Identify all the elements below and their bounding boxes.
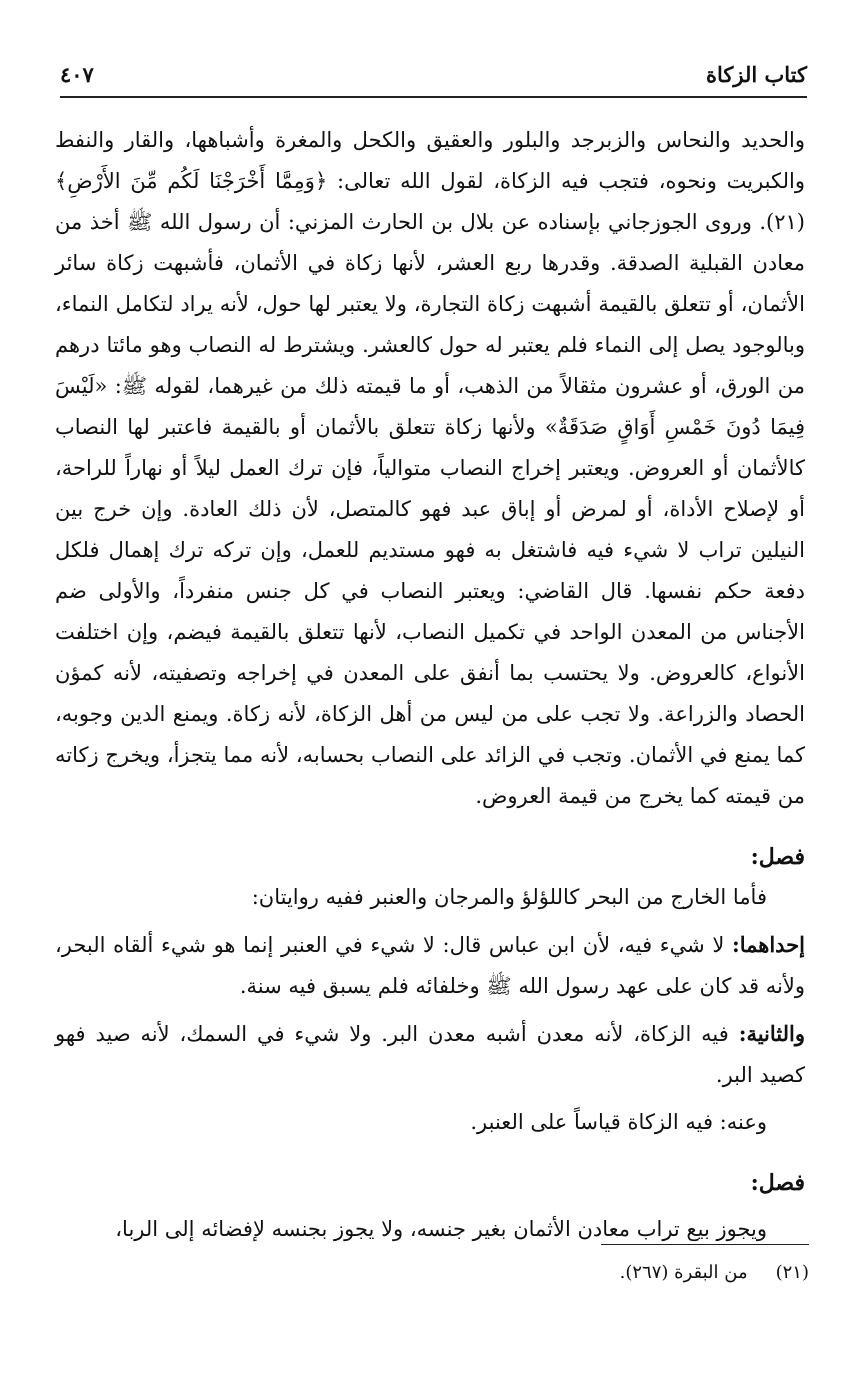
footnote-divider <box>601 1244 809 1245</box>
narration-text: لا شيء فيه، لأن ابن عباس قال: لا شيء في العنبر إنما هو شيء ألقاه البحر، ولأنه قد كان على عهد رسول الله ﷺ وخلفائه فلم يسبق فيه سنة. <box>55 933 805 998</box>
book-title: كتاب الزكاة <box>705 62 807 87</box>
page-number: ٤٠٧ <box>60 62 94 87</box>
footnote-number: (٢١) <box>775 1262 809 1283</box>
paragraph-alternate-narration: وعنه: فيه الزكاة قياساً على العنبر. <box>470 1110 767 1134</box>
footnote-text: من البقرة (٢٦٧). <box>619 1262 748 1283</box>
footnote <box>620 1262 809 1283</box>
narration-label: إحداهما: <box>731 932 805 957</box>
paragraph-sea-products: فأما الخارج من البحر كاللؤلؤ والمرجان والعنبر ففيه روايتان: <box>251 885 767 909</box>
main-text <box>55 120 805 1250</box>
section-heading: فصل: <box>750 1170 805 1196</box>
page-header <box>60 56 807 98</box>
section-heading: فصل: <box>750 844 805 870</box>
narration-label: والثانية: <box>738 1021 805 1046</box>
narration-text: فيه الزكاة، لأنه معدن أشبه معدن البر. ولا شيء في السمك، لأنه صيد فهو كصيد البر. <box>55 1022 805 1087</box>
paragraph-first-narration <box>55 924 805 1007</box>
paragraph-second-narration <box>55 1013 805 1096</box>
paragraph-minerals: والحديد والنحاس والزبرجد والبلور والعقيق والكحل والمغرة وأشباهها، والقار والنفط والكبريت ونحوه، فتجب فيه الزكاة، لقول الله تعالى: ﴿وَمِمَّا أَخْرَجْنَا لَكُم مِّنَ الأَرْضِ﴾(٢١). وروى الجوزجاني بإسناده عن بلال بن الحارث المزني: أن رسول الله ﷺ أخذ من معادن القبلية الصدقة. وقدرها ربع العشر، لأنها زكاة في الأثمان، فأشبهت زكاة سائر الأثمان، أو تتعلق بالقيمة أشبهت زكاة التجارة، ولا يعتبر لها حول، لأنه يراد لتكامل النماء، وبالوجود يصل إلى النماء فلم يعتبر له حول كالعشر. ويشترط له النصاب وهو مائتا درهم من الورق، أو عشرون مثقالاً من الذهب، أو ما قيمته ذلك من غيرهما، لقوله ﷺ: «لَيْسَ فِيمَا دُونَ خَمْسِ أَوَاقٍ صَدَقَةٌ» ولأنها زكاة تتعلق بالأثمان أو بالقيمة فاعتبر لها النصاب كالأثمان أو العروض. ويعتبر إخراج النصاب متوالياً، فإن ترك العمل ليلاً أو نهاراً للراحة، أو لإصلاح الأداة، أو لمرض أو إباق عبد فهو كالمتصل، لأن ذلك العادة. وإن خرج بين النيلين تراب لا شيء فيه فاشتغل به فهو مستديم للعمل، وإن تركه ترك إهمال فلكل دفعة حكم نفسها. قال القاضي: ويعتبر النصاب في كل جنس منفرداً، والأولى ضم الأجناس من المعدن الواحد في تكميل النصاب، لأنها تتعلق بالقيمة فيضم، وإن اختلفت الأنواع، كالعروض. ولا يحتسب بما أنفق على المعدن في إخراجه وتصفيته، لأنه كمؤن الحصاد والزراعة. ولا تجب على من ليس من أهل الزكاة، لأنه زكاة. ويمنع الدين وجوبه، كما يمنع في الأثمان. وتجب في الزائد على النصاب بحسابه، لأنه مما يتجزأ، ويخرج زكاته من قيمته كما يخرج من قيمة العروض. <box>55 128 805 808</box>
paragraph-sale-of-ore: ويجوز بيع تراب معادن الأثمان بغير جنسه، ولا يجوز بجنسه لإفضائه إلى الربا، <box>115 1217 767 1241</box>
